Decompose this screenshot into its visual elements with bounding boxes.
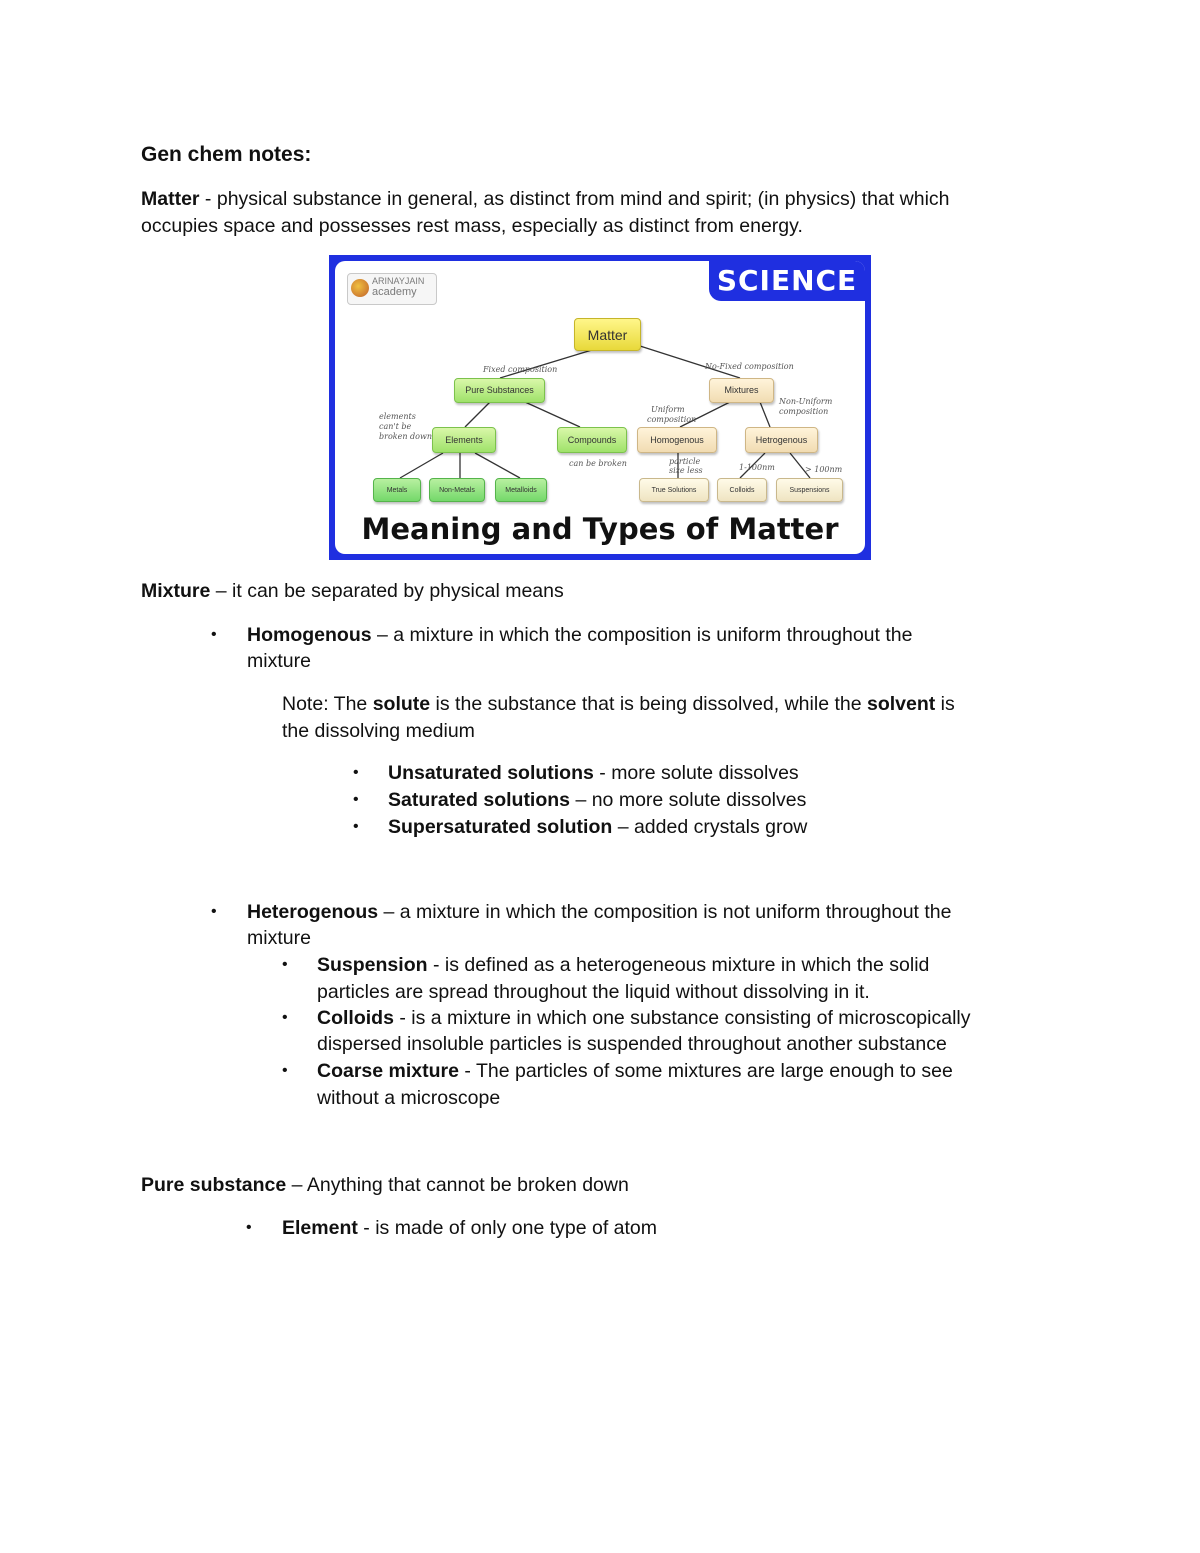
colloids-line1 (317, 1005, 971, 1031)
node-heterogenous: Hetrogenous (745, 427, 818, 453)
figure-caption: Meaning and Types of Matter (361, 512, 839, 546)
solvent-term: solvent (866, 693, 936, 715)
annotation-elements-2: can't be (379, 422, 412, 431)
bullet-icon: • (282, 1062, 288, 1079)
heterogenous-text: – a mixture in which the composition is not uniform throughout the (378, 901, 952, 923)
annotation-particle-1: particle (669, 457, 701, 466)
note-middle: is the substance that is being dissolved, while the (430, 693, 867, 715)
pure-substance-term: Pure substance (141, 1174, 287, 1196)
node-elements: Elements (432, 427, 496, 453)
annotation-elements-3: broken down (379, 432, 432, 441)
node-true-solutions: True Solutions (639, 478, 709, 502)
pure-substance-text: – Anything that cannot be broken down (286, 1174, 629, 1196)
node-homogenous: Homogenous (637, 427, 717, 453)
figure-panel (335, 261, 865, 554)
suspension-line1 (317, 952, 929, 978)
matter-types-figure (329, 255, 871, 560)
bullet-icon: • (282, 956, 288, 973)
globe-icon (351, 279, 369, 297)
element-definition (282, 1215, 657, 1241)
annotation-can-be-broken: can be broken (569, 459, 627, 468)
bullet-icon: • (211, 903, 217, 920)
solution-term: Unsaturated solutions (388, 762, 594, 784)
list-item (388, 814, 807, 840)
bullet-icon: • (353, 818, 359, 835)
node-compounds: Compounds (557, 427, 627, 453)
note-line1 (282, 691, 955, 717)
logo-text: ARINAYJAIN academy (372, 276, 425, 298)
homogenous-term: Homogenous (247, 624, 372, 646)
node-non-metals: Non-Metals (429, 478, 485, 502)
suspension-line2: particles are spread throughout the liquid without dissolving in it. (317, 981, 870, 1003)
node-suspensions: Suspensions (776, 478, 843, 502)
mixture-definition (141, 578, 564, 604)
annotation-elements-1: elements (379, 412, 416, 421)
coarse-line2: without a microscope (317, 1087, 501, 1109)
bullet-icon: • (282, 1009, 288, 1026)
annotation-size-1: 1-100nm (739, 463, 775, 472)
element-text: - is made of only one type of atom (357, 1217, 658, 1239)
suspension-text: - is defined as a heterogeneous mixture in which the solid (427, 954, 930, 976)
solution-term: Supersaturated solution (388, 816, 613, 838)
solution-text: - more solute dissolves (593, 762, 799, 784)
annotation-nonuniform-1: Non-Uniform (779, 397, 833, 406)
colloids-text: - is a mixture in which one substance consisting of microscopically (393, 1007, 971, 1029)
node-mixtures: Mixtures (709, 378, 774, 403)
note-prefix: Note: The (282, 693, 373, 715)
colloids-term: Colloids (317, 1007, 394, 1029)
mixture-term: Mixture (141, 580, 211, 602)
heterogenous-term: Heterogenous (247, 901, 379, 923)
suspension-term: Suspension (317, 954, 428, 976)
note-line2: the dissolving medium (282, 720, 475, 742)
solute-term: solute (372, 693, 431, 715)
science-banner: SCIENCE (709, 261, 865, 301)
annotation-size-2: > 100nm (805, 465, 843, 474)
matter-text: - physical substance in general, as distinct from mind and spirit; (in physics) that which (199, 188, 950, 210)
annotation-particle-2: size less (669, 466, 703, 475)
pure-substance-definition (141, 1172, 629, 1198)
annotation-uniform-2: composition (647, 415, 697, 424)
annotation-uniform-1: Uniform (651, 405, 685, 414)
page-title: Gen chem notes: (141, 143, 312, 166)
node-metals: Metals (373, 478, 421, 502)
homogenous-text: – a mixture in which the composition is uniform throughout the (371, 624, 913, 646)
coarse-text: - The particles of some mixtures are large enough to see (458, 1060, 953, 1082)
solution-text: – added crystals grow (612, 816, 808, 838)
node-matter: Matter (574, 318, 641, 351)
solution-term: Saturated solutions (388, 789, 571, 811)
list-item (388, 760, 799, 786)
node-colloids: Colloids (717, 478, 767, 502)
list-item (388, 787, 806, 813)
heterogenous-line1 (247, 899, 952, 925)
bullet-icon: • (353, 764, 359, 781)
bullet-icon: • (246, 1219, 252, 1236)
academy-logo (347, 273, 437, 305)
bullet-icon: • (353, 791, 359, 808)
homogenous-line1 (247, 622, 912, 648)
bullet-icon: • (211, 626, 217, 643)
element-term: Element (282, 1217, 358, 1239)
colloids-line2: dispersed insoluble particles is suspended throughout another substance (317, 1033, 947, 1055)
mixture-text: – it can be separated by physical means (210, 580, 564, 602)
annotation-nonfixed: No-Fixed composition (705, 362, 794, 371)
matter-definition-line2: occupies space and possesses rest mass, especially as distinct from energy. (141, 215, 803, 237)
node-pure-substances: Pure Substances (454, 378, 545, 403)
note-suffix: is (935, 693, 955, 715)
matter-term: Matter (141, 188, 200, 210)
coarse-line1 (317, 1058, 953, 1084)
matter-definition-line1 (141, 186, 950, 212)
node-metalloids: Metalloids (495, 478, 547, 502)
coarse-term: Coarse mixture (317, 1060, 459, 1082)
annotation-fixed: Fixed composition (483, 365, 558, 374)
solution-text: – no more solute dissolves (570, 789, 807, 811)
annotation-nonuniform-2: composition (779, 407, 829, 416)
heterogenous-line2: mixture (247, 927, 311, 949)
homogenous-line2: mixture (247, 650, 311, 672)
